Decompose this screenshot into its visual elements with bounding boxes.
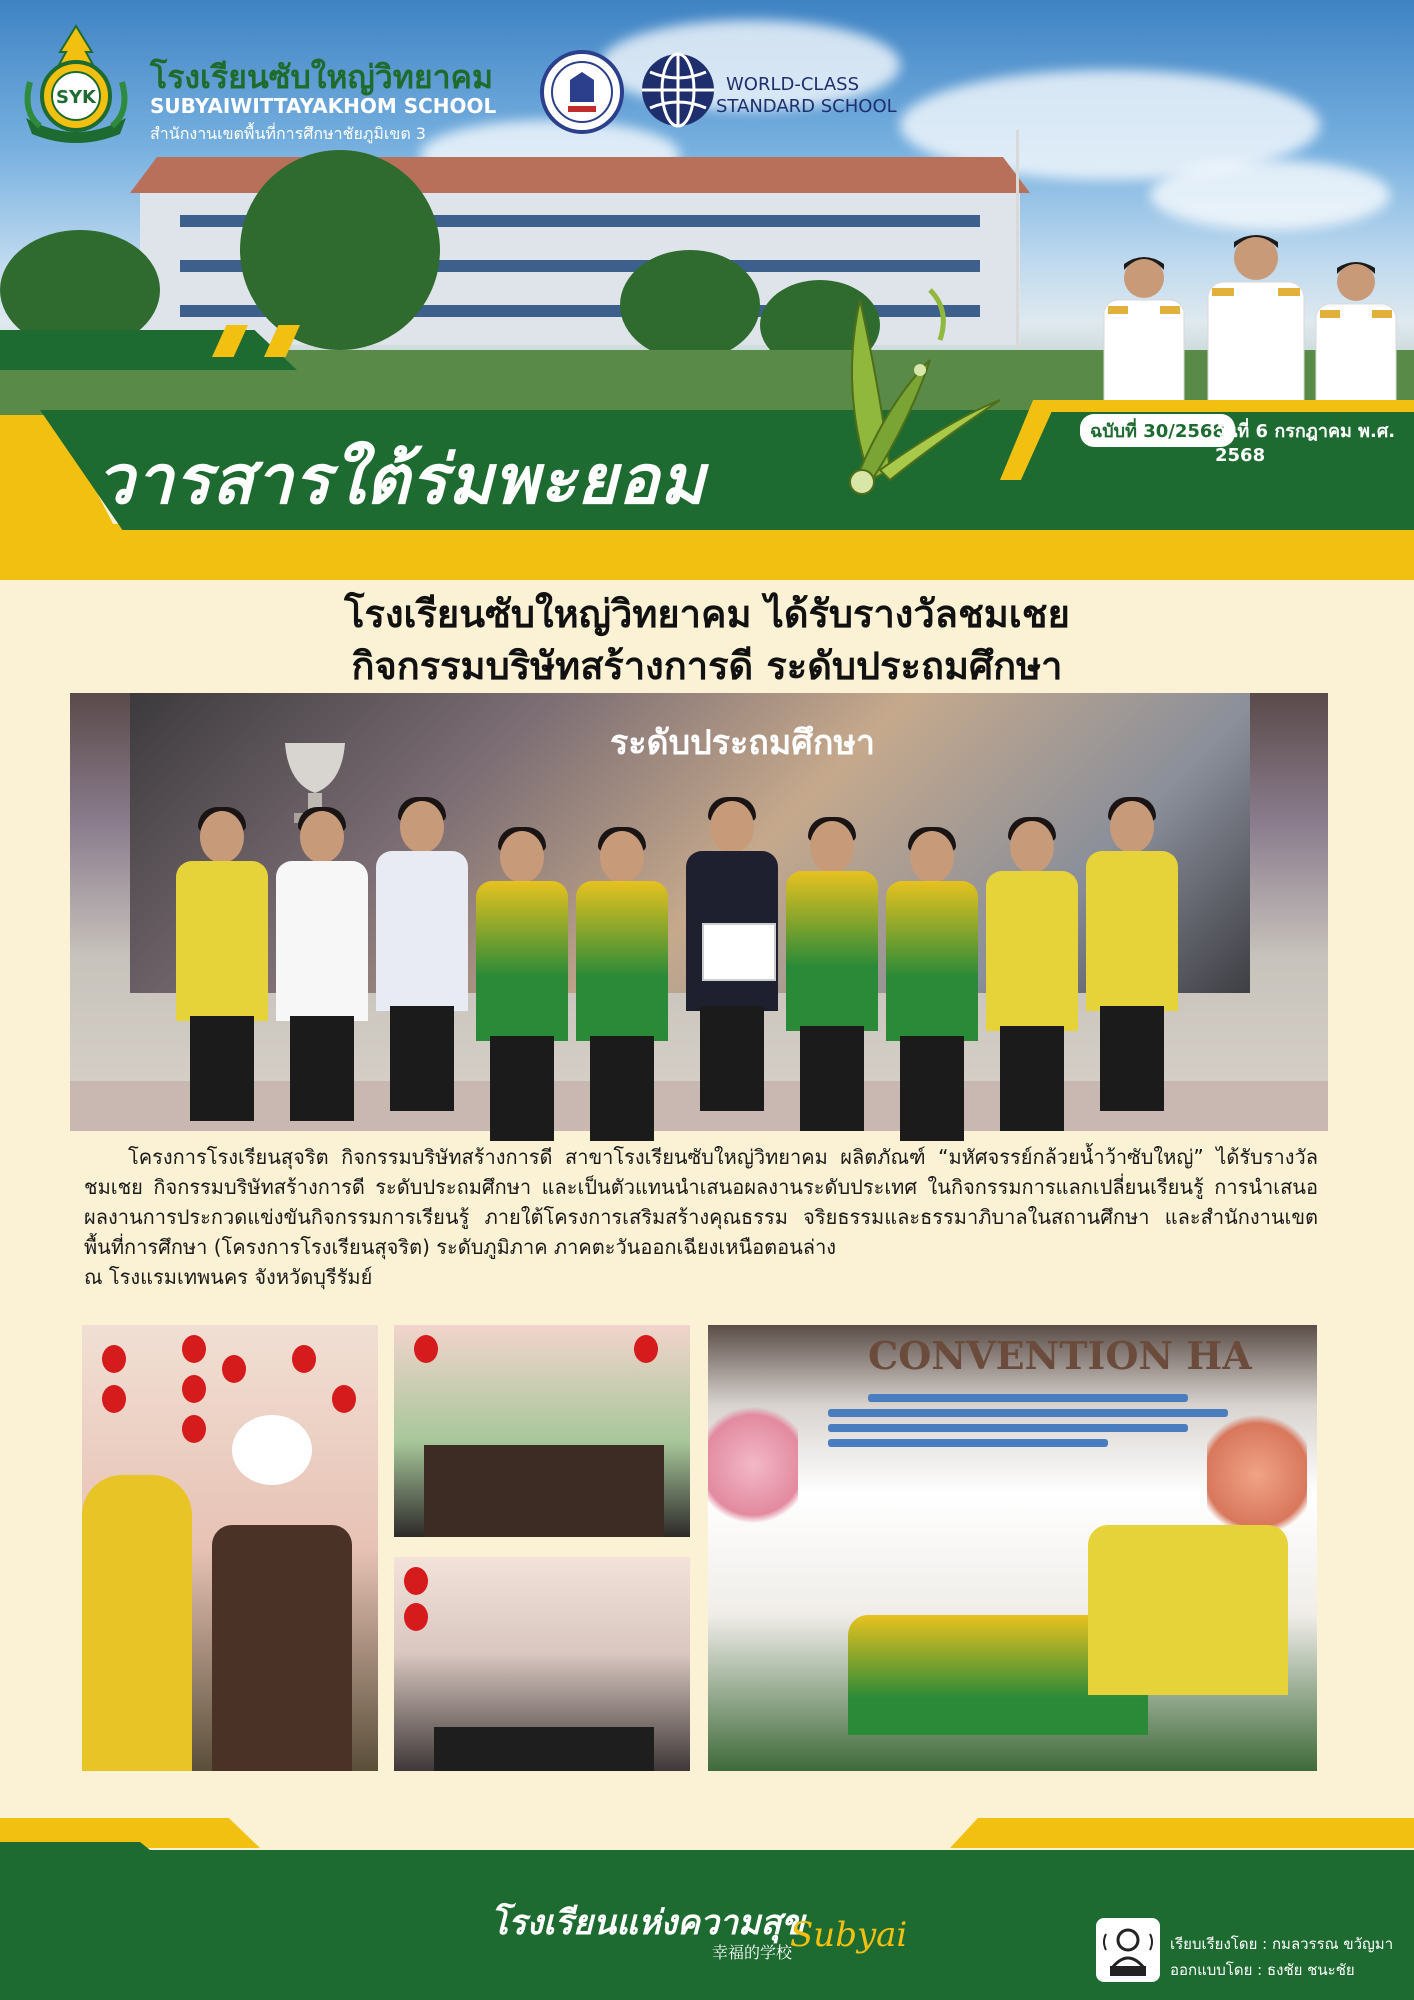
footer-signature: Subyai — [790, 1915, 908, 1955]
article-body — [84, 1142, 1318, 1292]
gallery-photo-group-booth — [394, 1325, 690, 1537]
headline-line-1: โรงเรียนซับใหญ่วิทยาคม ได้รับรางวัลชมเชย — [344, 592, 1070, 636]
gallery-photo-presentation — [394, 1557, 690, 1771]
designed-by: ออกแบบโดย : ธงชัย ชนะชัย — [1170, 1961, 1355, 1979]
obec-logo-icon — [540, 50, 624, 134]
orchid-icon — [800, 270, 1020, 500]
main-award-photo — [70, 693, 1328, 1131]
event-banner — [828, 1387, 1228, 1454]
world-class-standard-school-logo — [636, 50, 897, 134]
gallery-photo-convention — [708, 1325, 1317, 1771]
gallery-photo-kitchen — [82, 1325, 378, 1771]
footer-slogan: โรงเรียนแห่งความสุข — [490, 1903, 805, 1943]
footer-chinese: 幸福的学校 — [712, 1943, 793, 1962]
journal-title: วารสารใต้ร่มพะยอม — [96, 441, 706, 520]
school-name-thai: โรงเรียนซับใหญ่วิทยาคม — [150, 58, 494, 96]
headline-line-2: กิจกรรมบริษัทสร้างการดี ระดับประถมศึกษา — [351, 644, 1063, 688]
reporter-icon — [1096, 1918, 1160, 1982]
issue-number: ฉบับที่ 30/2568 — [1080, 414, 1235, 447]
compiled-by: เรียบเรียงโดย : กมลวรรณ ขวัญมา — [1170, 1935, 1394, 1953]
executives-photo — [1090, 220, 1410, 420]
certificate — [702, 923, 776, 981]
article-location: ณ โรงแรมเทพนคร จังหวัดบุรีรัมย์ — [84, 1265, 373, 1289]
headline — [0, 588, 1414, 692]
svg-text:SYK: SYK — [56, 87, 96, 108]
screen-text: ระดับประถมศึกษา — [610, 723, 875, 763]
school-office: สำนักงานเขตพื้นที่การศึกษาชัยภูมิเขต 3 — [150, 124, 426, 143]
convention-text: CONVENTION HA — [868, 1333, 1252, 1378]
school-logo-icon — [20, 22, 132, 146]
wcss-line2: STANDARD SCHOOL — [716, 96, 897, 117]
school-name-english: SUBYAIWITTAYAKHOM SCHOOL — [150, 94, 497, 118]
article-paragraph: โครงการโรงเรียนสุจริต กิจกรรมบริษัทสร้างการดี สาขาโรงเรียนซับใหญ่วิทยาคม ผลิตภัณฑ์ “มหัศจรรย์กล้วยน้ำว้าซับใหญ่” ได้รับรางวัลชมเชย กิจกรรมบริษัทสร้างการดี ระดับประถมศึกษา และเป็นตัวแทนนำเสนอผลงานระดับประเทศ ในกิจกรรมการแลกเปลี่ยนเรียนรู้ การนำเสนอผลงานการประกวดแข่งขันกิจกรรมการเรียนรู้ ภายใต้โครงการเสริมสร้างคุณธรรม จริยธรรมและธรรมาภิบาลในสถานศึกษา และสำนักงานเขตพื้นที่การศึกษา (โครงการโรงเรียนสุจริต) ระดับภูมิภาค ภาคตะวันออกเฉียงเหนือตอนล่าง — [84, 1145, 1318, 1259]
header — [0, 0, 1414, 580]
wcss-line1: WORLD-CLASS — [726, 74, 860, 95]
footer-yellow-right — [950, 1818, 1414, 1848]
issue-date: วันที่ 6 กรกฎาคม พ.ศ. 2568 — [1215, 421, 1396, 466]
